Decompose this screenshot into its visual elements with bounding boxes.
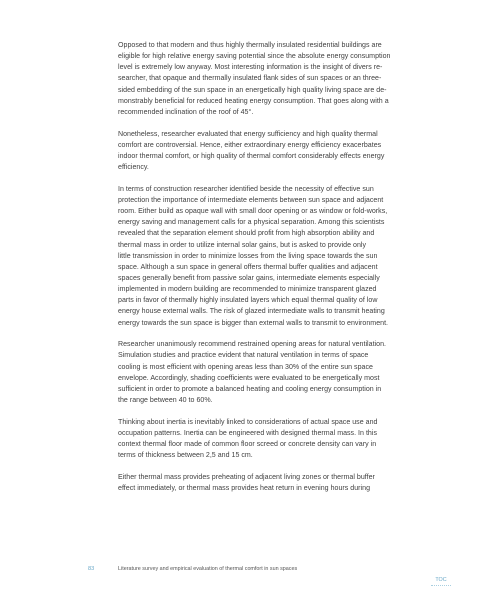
text-line: searcher, that opaque and thermally insulated flank sides of sun spaces or an three- bbox=[118, 75, 382, 83]
text-line: the range between 40 to 60%. bbox=[118, 397, 213, 405]
text-line: revealed that the separation element should profit from high absorption ability and bbox=[118, 230, 375, 238]
text-line: terms of thickness between 2,5 and 15 cm. bbox=[118, 452, 253, 460]
text-line: Simulation studies and practice evident that natural ventilation in terms of space bbox=[118, 352, 369, 360]
text-line: indoor thermal comfort, or high quality of thermal comfort considerably effects energy bbox=[118, 152, 385, 160]
text-line: energy saving and management calls for a physical separation. Among this scientists bbox=[118, 219, 385, 227]
text-line: Either thermal mass provides preheating of adjacent living zones or thermal buffer bbox=[118, 473, 375, 481]
paragraph bbox=[118, 184, 420, 329]
text-line: level is extremely low anyway. Most interesting information is the insight of divers re- bbox=[118, 64, 383, 72]
paragraph bbox=[118, 417, 420, 462]
text-line: spaces generally benefit from passive solar gains, intermediate elements especially bbox=[118, 274, 380, 282]
text-line: room. Either build as opaque wall with small door opening or as window or fold-works, bbox=[118, 208, 388, 216]
text-line: Thinking about inertia is inevitably linked to considerations of actual space use and bbox=[118, 418, 378, 426]
text-line: efficiency. bbox=[118, 164, 149, 172]
text-line: little transmission in order to minimize losses from the living space towards the sun bbox=[118, 252, 378, 260]
body-text bbox=[118, 40, 420, 505]
page-footer bbox=[0, 566, 486, 578]
text-line: implemented in modern building are recommended to minimize transparent glazed bbox=[118, 286, 377, 294]
text-line: monstrably beneficial for reduced heating energy consumption. That goes along with a bbox=[118, 97, 389, 105]
text-line: cooling is most efficient with opening areas less than 30% of the entire sun space bbox=[118, 363, 373, 371]
toc-link[interactable]: TOC bbox=[435, 577, 447, 583]
text-line: envelope. Accordingly, shading coefficients were evaluated to be energetically most bbox=[118, 374, 380, 382]
paragraph bbox=[118, 40, 420, 118]
text-line: parts in favor of thermally highly insulated layers which equal thermal quality of low bbox=[118, 297, 378, 305]
text-line: thermal mass in order to utilize internal solar gains, but is asked to provide only bbox=[118, 241, 367, 249]
text-line: eligible for high relative energy saving potential since the absolute energy consumption bbox=[118, 53, 391, 61]
text-line: energy towards the sun space is bigger than external walls to transmit to environment. bbox=[118, 319, 389, 327]
text-line: energy house external walls. The risk of glazed intermediate walls to transmit heating bbox=[118, 308, 385, 316]
text-line: Opposed to that modern and thus highly thermally insulated residential buildings are bbox=[118, 42, 382, 49]
text-line: protection the importance of intermediate elements between sun space and adjacent bbox=[118, 196, 384, 204]
toc-underline bbox=[431, 585, 451, 588]
text-line: In terms of construction researcher identified beside the necessity of effective sun bbox=[118, 185, 374, 193]
text-line: Nonetheless, researcher evaluated that energy sufficiency and high quality thermal bbox=[118, 130, 378, 138]
page-number: 83 bbox=[88, 566, 95, 572]
paragraph bbox=[118, 339, 420, 406]
paragraph bbox=[118, 472, 420, 494]
text-line: Researcher unanimously recommend restrained opening areas for natural ventilation. bbox=[118, 341, 386, 349]
text-line: sufficient in order to promote a balanced heating and cooling energy consumption in bbox=[118, 385, 382, 393]
text-line: sided embedding of the sun space in an energetically high quality living space are de- bbox=[118, 86, 387, 94]
text-line: effect immediately, or thermal mass provides heat return in evening hours during bbox=[118, 484, 371, 492]
text-line: recommended inclination of the roof of 45°. bbox=[118, 108, 254, 116]
paragraph bbox=[118, 129, 420, 174]
text-line: comfort are controversial. Hence, either extraordinary energy efficiency exacerbates bbox=[118, 141, 382, 149]
text-line: context thermal floor made of common floor screed or concrete density can vary in bbox=[118, 441, 377, 448]
text-line: occupation patterns. Inertia can be engineered with designed thermal mass. In this bbox=[118, 429, 378, 437]
running-title: Literature survey and empirical evaluation of thermal comfort in sun spaces bbox=[118, 566, 298, 572]
text-line: space. Although a sun space in general offers thermal buffer qualities and adjacent bbox=[118, 263, 378, 271]
